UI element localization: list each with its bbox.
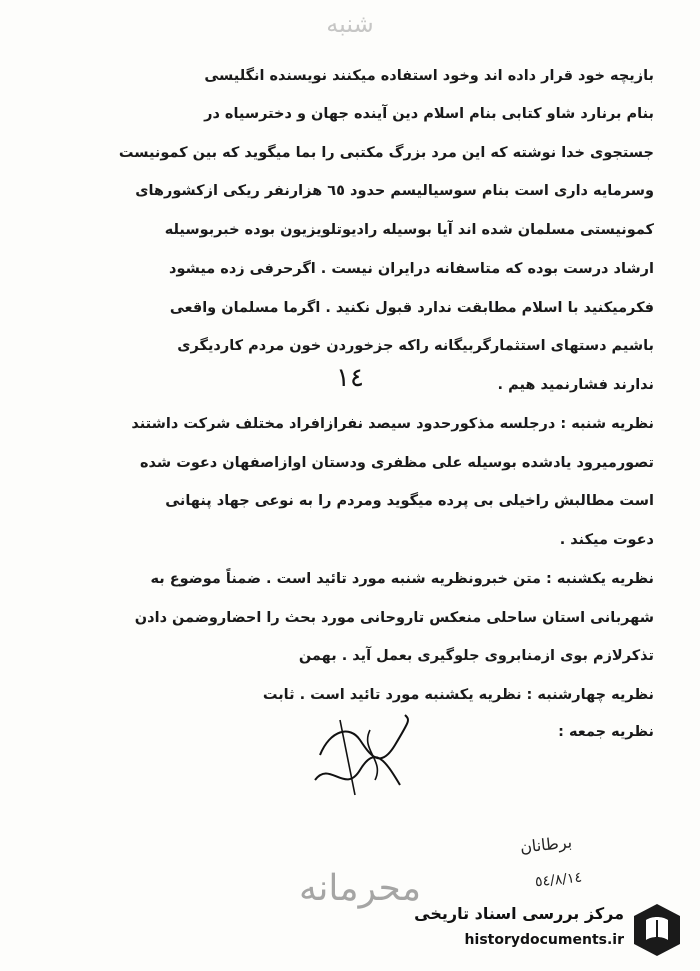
text-line-14: نظریه یکشنبه : متن خبرونظریه شنبه مورد تائید است . ضمناً موضوع به [150,571,654,587]
text-line-13: دعوت میکند . [559,532,654,548]
watermark-title: مرکز بررسی اسناد تاریخی [414,904,624,923]
margin-handwritten-date: ٥٤/٨/١٤ [534,869,583,891]
faded-bottom-stamp: محرمانه [299,868,421,909]
handwritten-signature [300,700,420,810]
text-line-7: فکرمیکنید با اسلام مطابقت ندارد قبول نکنید . اگرما مسلمان واقعی [169,300,654,316]
text-line-17: نظریه چهارشنبه : نظریه یکشنبه مورد تائید است . ثابت [262,687,654,703]
text-line-16: تذکرلازم بوی ازمنابروی جلوگیری بعمل آید . بهمن [298,648,654,664]
text-line-8: باشیم دستهای استثمارگربیگانه راکه جزخوردن خون مردم کاردیگری [177,338,654,354]
text-line-3: جستجوی خدا نوشته که این مرد بزرگ مکتبی را بما میگوید که بین کمونیست [118,145,654,161]
watermark-url: historydocuments.ir [464,932,624,948]
page-number: ١٤ [336,363,364,393]
text-line-12: است مطالبش راخیلی بی پرده میگوید ومردم را به نوعی جهاد پنهانی [165,493,654,509]
text-line-1: بازیچه خود قرار داده اند وخود استفاده میکنند نویسنده انگلیسی [204,68,654,84]
text-line-15: شهربانی استان ساحلی منعکس تاروحانی مورد بحث را احضاروضمن دادن [134,610,654,626]
faded-header-stamp: شنبه [326,10,374,38]
text-line-6: ارشاد درست بوده که متاسفانه درایران نیست . اگرحرفی زده میشود [169,261,654,277]
text-line-5: کمونیستی مسلمان شده اند آیا بوسیله رادیوتلویزیون بوده خبربوسیله [164,222,654,238]
archive-logo-icon [632,902,682,958]
text-line-2: بنام برنارد شاو کتابی بنام اسلام دین آینده جهان و دخترسیاه در [204,106,654,122]
text-line-9: ندارند فشارنمید هیم . [497,377,654,393]
text-line-10: نظریه شنبه : درجلسه مذکورحدود سیصد نفرازافراد مختلف شرکت داشتند [131,416,654,432]
archive-watermark [372,900,682,962]
margin-handwritten-note: برطانان [519,832,573,857]
text-line-18: نظریه جمعه : [558,724,654,740]
text-line-4: وسرمایه داری است بنام سوسیالیسم حدود ٦٥ هزارنفر ریکی ازکشورهای [135,183,654,199]
text-line-11: تصورمیرود یادشده بوسیله علی مظفری ودستان اوازاصفهان دعوت شده [140,455,654,471]
